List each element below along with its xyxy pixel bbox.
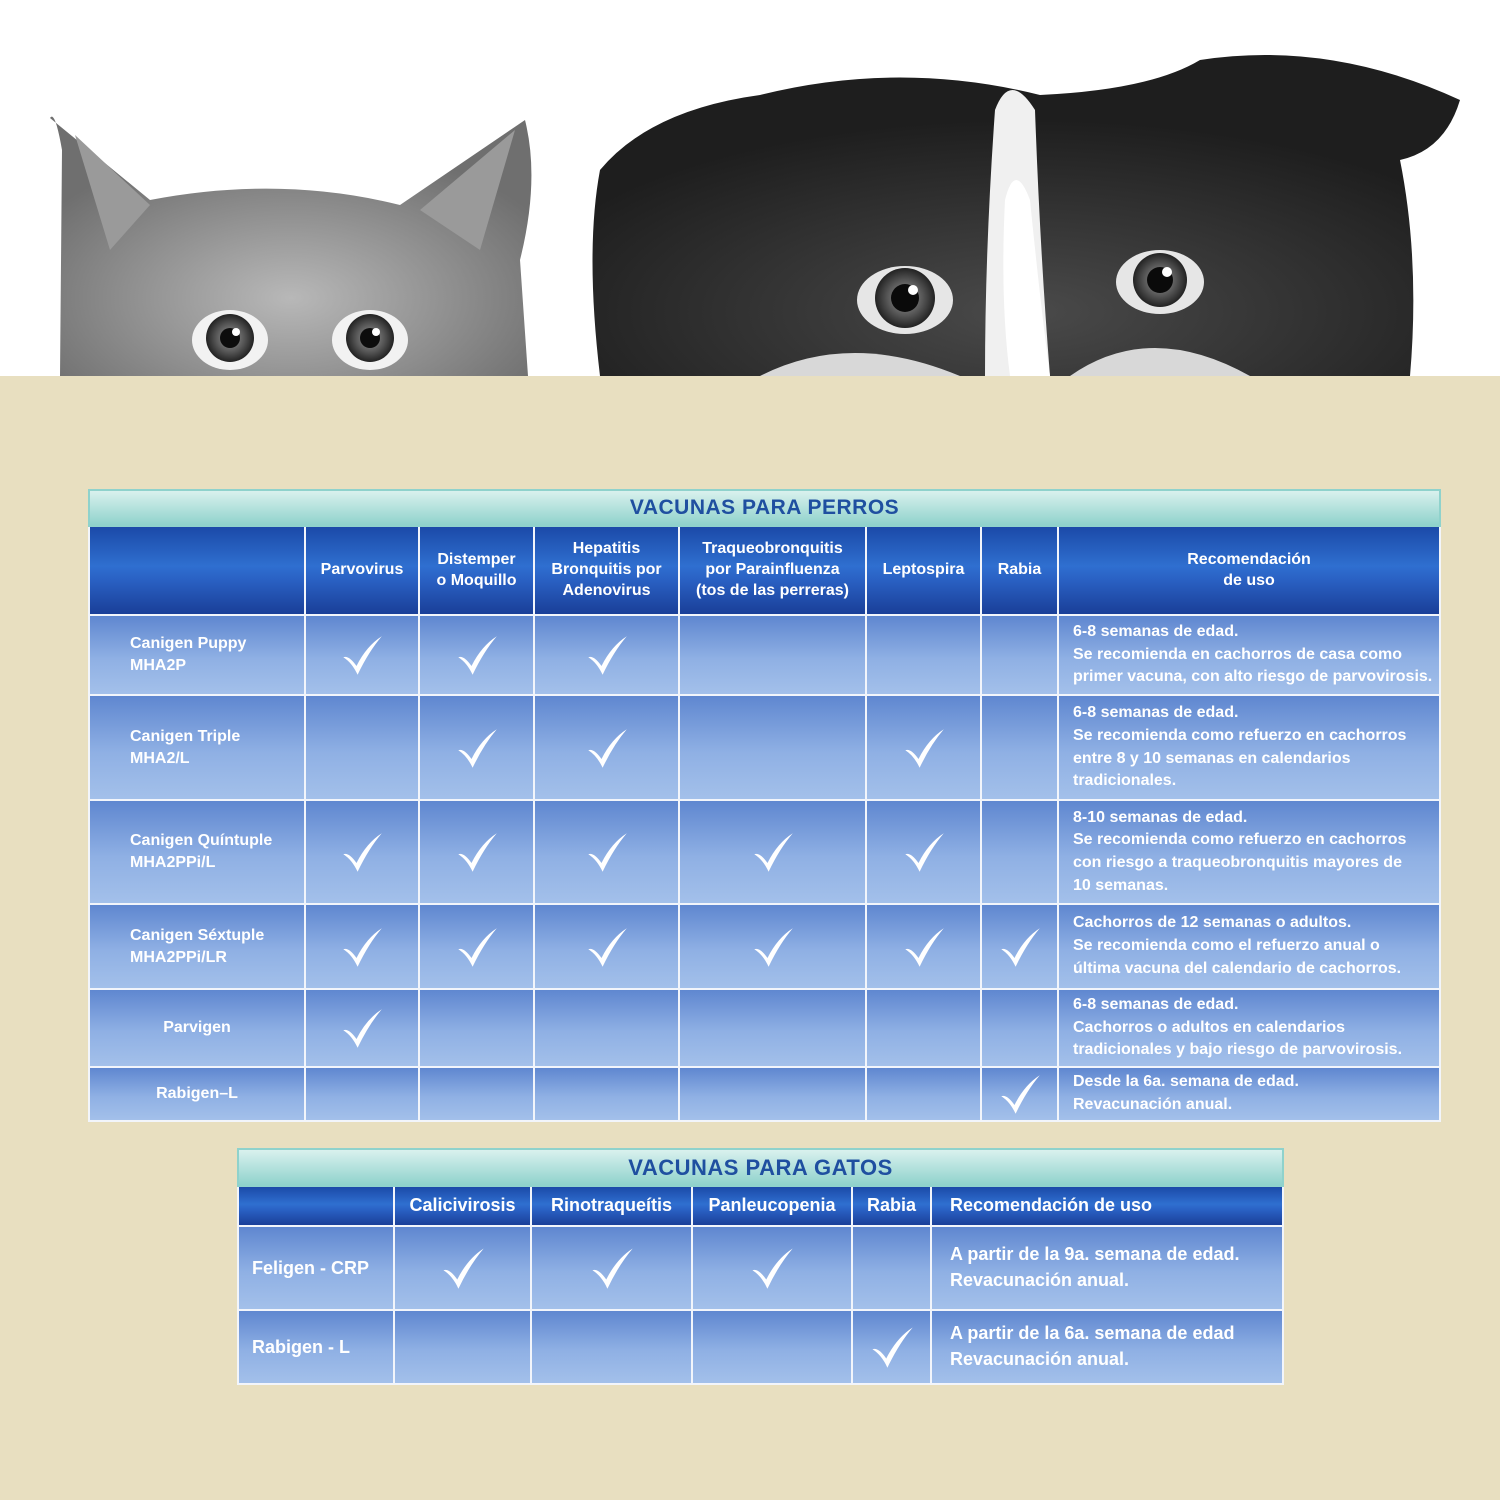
table-row xyxy=(89,695,1440,800)
recommendation-text xyxy=(931,1310,1283,1384)
text-line: Desde la 6a. semana de edad. xyxy=(1073,1073,1299,1091)
text-line: Parvigen xyxy=(163,1019,231,1037)
vaccine-name xyxy=(89,800,305,904)
text-line: Calicivirosis xyxy=(409,1195,516,1216)
checkmark-icon xyxy=(585,830,629,874)
dogs-title-row xyxy=(89,490,1440,526)
checkmark-icon xyxy=(902,726,946,770)
recommendation-text xyxy=(1058,989,1440,1067)
text-line: Leptospira xyxy=(882,561,965,579)
text-line: Canigen Quíntuple xyxy=(130,832,273,850)
check-cell xyxy=(866,615,981,695)
dog xyxy=(593,55,1461,376)
check-cell xyxy=(534,989,679,1067)
text-line: Hepatitis xyxy=(572,540,641,558)
column-header xyxy=(238,1186,394,1226)
text-line: A partir de la 9a. semana de edad. xyxy=(950,1244,1240,1265)
checkmark-icon xyxy=(585,726,629,770)
check-cell xyxy=(981,695,1058,800)
checkmark-icon xyxy=(455,726,499,770)
check-cell xyxy=(305,615,419,695)
text-line: Canigen Triple xyxy=(130,727,241,745)
text-line: Rabia xyxy=(866,1195,917,1216)
check-cell xyxy=(394,1310,531,1384)
check-cell xyxy=(866,800,981,904)
checkmark-icon xyxy=(589,1245,635,1291)
text-line: Se recomienda como refuerzo en cachorros xyxy=(1073,726,1407,744)
text-line: Recomendación de uso xyxy=(950,1195,1153,1216)
check-cell xyxy=(419,800,534,904)
check-cell xyxy=(981,989,1058,1067)
table-title: VACUNAS PARA PERROS xyxy=(89,490,1440,526)
checkmark-icon xyxy=(998,1072,1042,1116)
column-header xyxy=(1058,526,1440,615)
checkmark-icon xyxy=(455,830,499,874)
column-header xyxy=(419,526,534,615)
column-header xyxy=(531,1186,692,1226)
check-cell xyxy=(679,615,866,695)
check-cell xyxy=(305,904,419,989)
text-line: Canigen Séxtuple xyxy=(130,926,265,944)
check-cell xyxy=(419,989,534,1067)
vaccine-name xyxy=(238,1310,394,1384)
text-line: Distemper xyxy=(437,550,516,568)
checkmark-icon xyxy=(585,633,629,677)
check-cell xyxy=(679,1067,866,1121)
text-line: de uso xyxy=(1223,571,1275,589)
cats-header-row xyxy=(238,1186,1283,1226)
check-cell xyxy=(692,1310,852,1384)
text-line: Se recomienda en cachorros de casa como xyxy=(1073,645,1403,663)
checkmark-icon xyxy=(455,633,499,677)
vaccine-name xyxy=(89,695,305,800)
text-line: MHA2/L xyxy=(130,749,190,767)
check-cell xyxy=(981,615,1058,695)
checkmark-icon xyxy=(440,1245,486,1291)
checkmark-icon xyxy=(340,1006,384,1050)
text-line: primer vacuna, con alto riesgo de parvovirosis. xyxy=(1073,668,1433,686)
column-header xyxy=(852,1186,931,1226)
check-cell xyxy=(852,1310,931,1384)
check-cell xyxy=(534,904,679,989)
text-line: tradicionales. xyxy=(1073,772,1177,790)
check-cell xyxy=(419,904,534,989)
check-cell xyxy=(394,1226,531,1310)
text-line: A partir de la 6a. semana de edad xyxy=(950,1323,1235,1344)
check-cell xyxy=(852,1226,931,1310)
checkmark-icon xyxy=(998,925,1042,969)
checkmark-icon xyxy=(340,830,384,874)
text-line: por Parainfluenza xyxy=(705,561,840,579)
check-cell xyxy=(866,989,981,1067)
checkmark-icon xyxy=(749,1245,795,1291)
column-header xyxy=(866,526,981,615)
vaccine-name xyxy=(238,1226,394,1310)
text-line: MHA2PPi/L xyxy=(130,854,216,871)
text-line: Rabigen - L xyxy=(252,1336,350,1357)
text-line: Revacunación anual. xyxy=(950,1270,1130,1290)
check-cell xyxy=(679,989,866,1067)
checkmark-icon xyxy=(902,925,946,969)
recommendation-text xyxy=(931,1226,1283,1310)
text-line: tradicionales y bajo riesgo de parvovirosis. xyxy=(1073,1041,1403,1059)
vaccine-name xyxy=(89,1067,305,1121)
table-row xyxy=(89,1067,1440,1121)
check-cell xyxy=(534,615,679,695)
column-header xyxy=(931,1186,1283,1226)
table-row xyxy=(89,904,1440,989)
text-line: Cachorros de 12 semanas o adultos. xyxy=(1073,914,1352,932)
check-cell xyxy=(419,1067,534,1121)
column-header xyxy=(305,526,419,615)
check-cell xyxy=(866,904,981,989)
table-row xyxy=(89,800,1440,904)
text-line: Parvovirus xyxy=(320,561,404,579)
recommendation-text xyxy=(1058,904,1440,989)
check-cell xyxy=(305,800,419,904)
text-line: Cachorros o adultos en calendarios xyxy=(1073,1018,1346,1036)
text-line: última vacuna del calendario de cachorros. xyxy=(1073,959,1402,977)
text-line: Recomendación xyxy=(1187,550,1311,568)
pets-illustration xyxy=(0,0,1500,376)
cat-vaccines-table xyxy=(237,1148,1284,1385)
text-line: 6-8 semanas de edad. xyxy=(1073,704,1239,722)
table-row xyxy=(238,1226,1283,1310)
check-cell xyxy=(419,615,534,695)
column-header xyxy=(394,1186,531,1226)
check-cell xyxy=(534,800,679,904)
text-line: Revacunación anual. xyxy=(1073,1096,1233,1113)
cats-title-row xyxy=(238,1149,1283,1186)
recommendation-text xyxy=(1058,695,1440,800)
text-line: MHA2PPi/LR xyxy=(130,948,227,966)
dog-vaccines-table xyxy=(88,489,1441,1122)
text-line: (tos de las perreras) xyxy=(696,581,849,599)
table-title: VACUNAS PARA GATOS xyxy=(238,1149,1283,1186)
text-line: 8-10 semanas de edad. xyxy=(1073,808,1248,826)
check-cell xyxy=(679,904,866,989)
header-photo-kitten-and-dog xyxy=(0,0,1500,376)
text-line: MHA2P xyxy=(130,657,187,674)
recommendation-text xyxy=(1058,615,1440,695)
vaccine-name xyxy=(89,904,305,989)
table-row xyxy=(238,1310,1283,1384)
text-line: entre 8 y 10 semanas en calendarios xyxy=(1073,749,1351,767)
column-header xyxy=(89,526,305,615)
checkmark-icon xyxy=(751,830,795,874)
column-header xyxy=(679,526,866,615)
check-cell xyxy=(534,1067,679,1121)
text-line: Traqueobronquitis xyxy=(702,540,843,558)
column-header xyxy=(534,526,679,615)
kitten xyxy=(50,117,531,376)
checkmark-icon xyxy=(340,925,384,969)
checkmark-icon xyxy=(585,925,629,969)
column-header xyxy=(692,1186,852,1226)
check-cell xyxy=(305,989,419,1067)
check-cell xyxy=(305,695,419,800)
vaccine-name xyxy=(89,615,305,695)
check-cell xyxy=(305,1067,419,1121)
text-line: Feligen - CRP xyxy=(252,1257,370,1278)
text-line: Revacunación anual. xyxy=(950,1349,1130,1369)
check-cell xyxy=(692,1226,852,1310)
text-line: Rabia xyxy=(997,561,1042,579)
check-cell xyxy=(981,800,1058,904)
text-line: Se recomienda como el refuerzo anual o xyxy=(1073,937,1380,955)
check-cell xyxy=(419,695,534,800)
text-line: 6-8 semanas de edad. xyxy=(1073,622,1239,640)
checkmark-icon xyxy=(340,633,384,677)
check-cell xyxy=(534,695,679,800)
checkmark-icon xyxy=(869,1324,915,1370)
dogs-header-row xyxy=(89,526,1440,615)
checkmark-icon xyxy=(902,830,946,874)
table-row xyxy=(89,989,1440,1067)
text-line: 6-8 semanas de edad. xyxy=(1073,995,1239,1013)
check-cell xyxy=(981,904,1058,989)
text-line: o Moquillo xyxy=(436,571,517,589)
text-line: Adenovirus xyxy=(562,581,651,599)
check-cell xyxy=(866,1067,981,1121)
text-line: Se recomienda como refuerzo en cachorros xyxy=(1073,831,1407,849)
text-line: Rabigen–L xyxy=(156,1085,238,1103)
check-cell xyxy=(866,695,981,800)
checkmark-icon xyxy=(455,925,499,969)
check-cell xyxy=(679,695,866,800)
text-line: con riesgo a traqueobronquitis mayores de xyxy=(1073,854,1402,871)
check-cell xyxy=(981,1067,1058,1121)
table-row xyxy=(89,615,1440,695)
recommendation-text xyxy=(1058,800,1440,904)
text-line: Canigen Puppy xyxy=(130,635,247,653)
text-line: 10 semanas. xyxy=(1073,876,1169,894)
text-line: Bronquitis por xyxy=(551,561,662,579)
text-line: Panleucopenia xyxy=(708,1195,836,1216)
checkmark-icon xyxy=(751,925,795,969)
recommendation-text xyxy=(1058,1067,1440,1121)
text-line: Rinotraqueítis xyxy=(550,1195,672,1216)
check-cell xyxy=(679,800,866,904)
check-cell xyxy=(531,1310,692,1384)
column-header xyxy=(981,526,1058,615)
check-cell xyxy=(531,1226,692,1310)
vaccine-name xyxy=(89,989,305,1067)
